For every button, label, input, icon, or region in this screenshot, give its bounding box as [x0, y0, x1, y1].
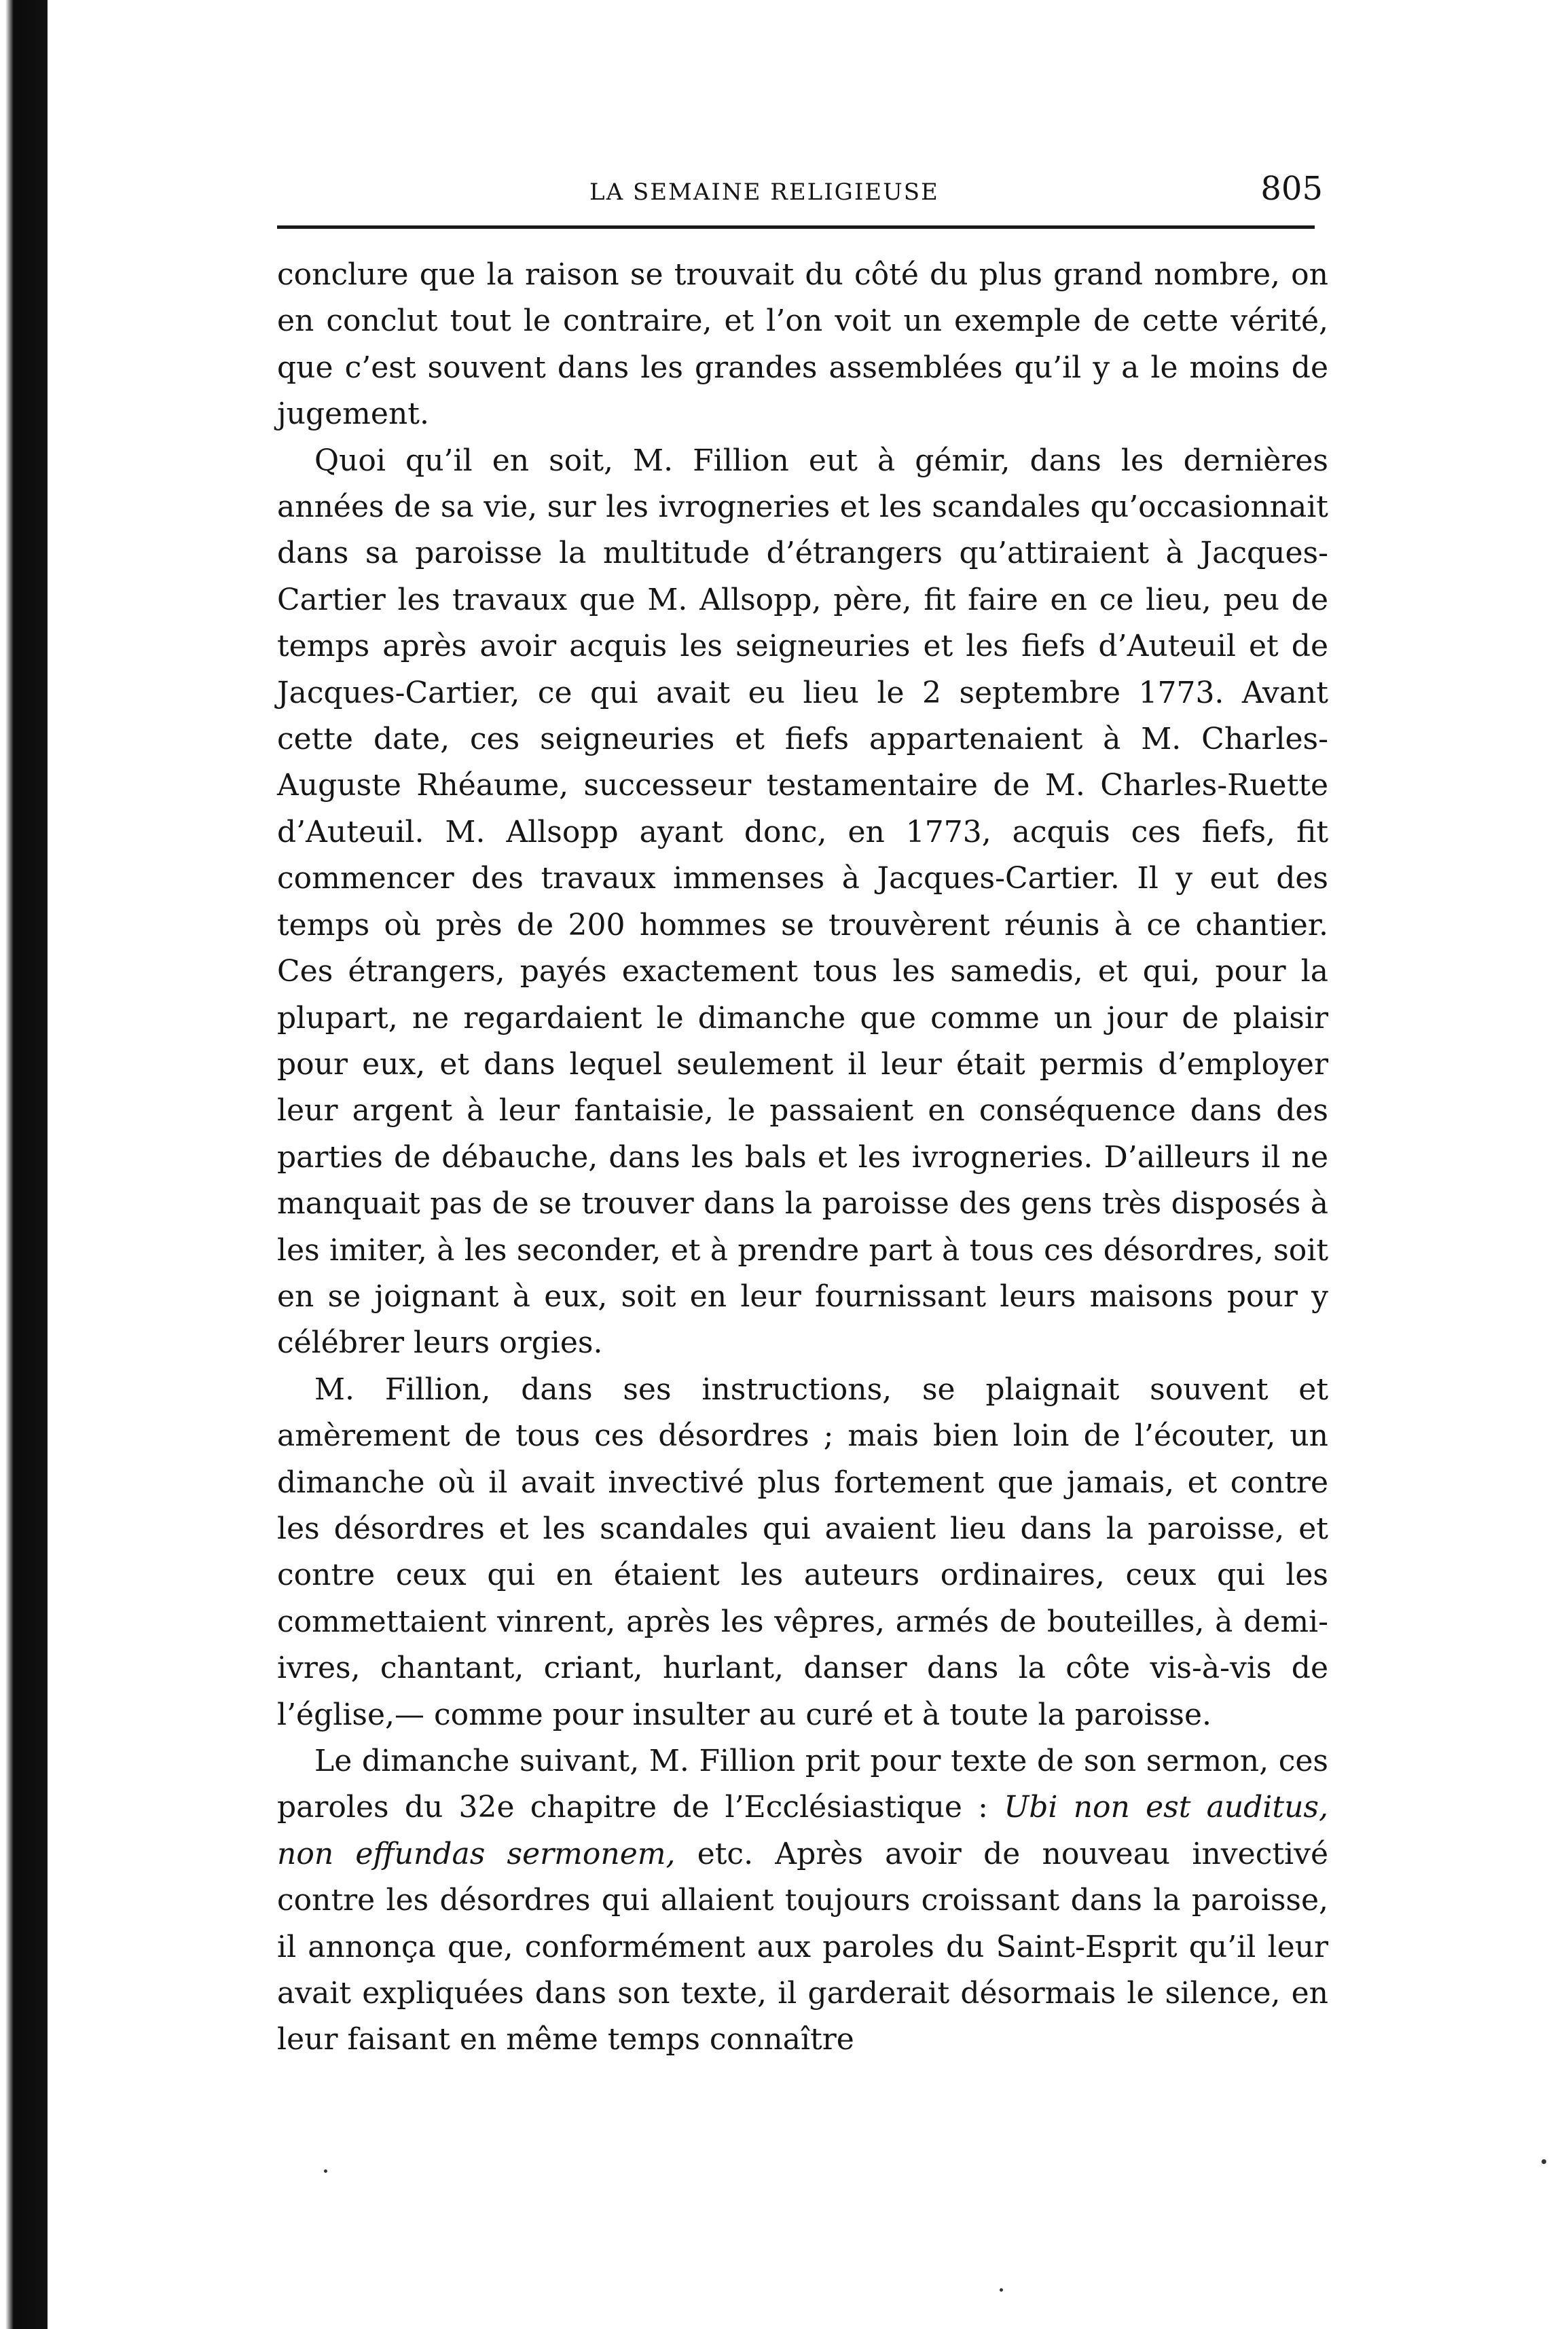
paragraph-2: Quoi qu’il en soit, M. Fillion eut à gémir, dans les dernières années de sa vie, sur les ivrogneries et les scandales qu’occasionnait dans sa paroisse la multitude d’étrangers qu’attiraient à Jacques-Cartier les travaux que M. Allsopp, père, fit faire en ce lieu, peu de temps après avoir acquis les seigneuries et les fiefs d’Auteuil et de Jacques-Cartier, ce qui avait eu lieu le 2 septembre 1773. Avant cette date, ces seigneuries et fiefs appartenaient à M. Charles-Auguste Rhéaume, successeur testamentaire de M. Charles-Ruette d’Auteuil. M. Allsopp ayant donc, en 1773, acquis ces fiefs, fit commencer des travaux immenses à Jacques-Cartier. Il y eut des temps où près de 200 hommes se trouvèrent réunis à ce chantier. Ces étrangers, payés exactement tous les samedis, et qui, pour la plupart, ne regardaient le dimanche que comme un jour de plaisir pour eux, et dans lequel seulement il leur était permis d’employer leur argent à leur fantaisie, le passaient en conséquence dans des parties de débauche, dans les bals et les ivrogneries. D’ailleurs il ne manquait pas de se trouver dans la paroisse des gens très disposés à les imiter, à les seconder, et à prendre part à tous ces désordres, soit en se joignant à eux, soit en leur fournissant leurs maisons pour y célébrer leurs orgies. [277, 443, 1328, 1361]
page-number: 805 [1260, 170, 1323, 208]
paragraph-1: conclure que la raison se trouvait du côté du plus grand nombre, on en conclut tout le contraire, et l’on voit un exemple de cette vérité, que c’est souvent dans les grandes assemblées qu’il y a le moins de jugement. [277, 257, 1328, 432]
paragraph-4 [277, 1738, 1328, 2064]
scan-speck [1000, 2288, 1003, 2292]
scan-speck [1542, 2159, 1546, 2164]
paragraph-4-rest: etc. Après avoir de nouveau invectivé contre les désordres qui allaient toujours croissant dans la paroisse, il annonça que, conformément aux paroles du Saint-Esprit qu’il leur avait expliquées dans son texte, il garderait désormais le silence, en leur faisant en même temps connaître [277, 1836, 1328, 2057]
running-title: LA SEMAINE RELIGIEUSE [589, 179, 939, 206]
scanned-page-edge [0, 0, 48, 2329]
scan-speck [324, 2169, 327, 2173]
paragraph-3: M. Fillion, dans ses instructions, se plaignait souvent et amèrement de tous ces désordres ; mais bien loin de l’écouter, un dimanche où il avait invectivé plus fortement que jamais, et contre les désordres et les scandales qui avaient lieu dans la paroisse, et contre ceux qui en étaient les auteurs ordinaires, ceux qui les commettaient vinrent, après les vêpres, armés de bouteilles, à demi-ivres, chantant, criant, hurlant, danser dans la côte vis-à-vis de l’église,— comme pour insulter au curé et à toute la paroisse. [277, 1372, 1328, 1732]
header-rule [277, 225, 1315, 229]
paragraph-4-lead: Le dimanche suivant, M. Fillion prit pour texte de son sermon, ces paroles du 32e chapitre de l’Ecclésiastique : [277, 1744, 1328, 1825]
page-header [277, 170, 1328, 210]
latin-quotation: Ubi non est auditus, non effundas sermonem, [277, 1790, 1328, 1871]
book-page [277, 170, 1328, 2064]
body-text [277, 252, 1328, 2064]
